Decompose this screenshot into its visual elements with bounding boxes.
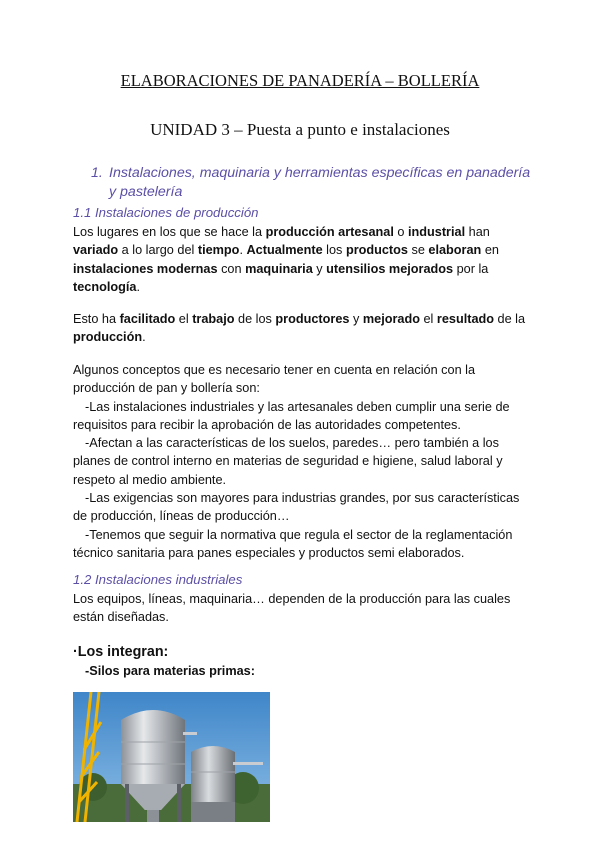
text-run: se (407, 243, 429, 258)
bold-run: tecnología (73, 279, 137, 294)
text-run: el (419, 312, 437, 326)
bold-run: productos (345, 243, 408, 258)
bold-run: tiempo (197, 243, 240, 258)
paragraph-intro: Algunos conceptos que es necesario tener en cuenta en relación con la producción de pan y bollería son: (73, 363, 476, 396)
text-run: Esto ha (73, 312, 120, 326)
bold-run: utensilios mejorados (326, 261, 454, 276)
bold-run: elaboran (428, 243, 482, 258)
section-title: Instalaciones, maquinaria y herramientas específicas en panadería y pastelería (109, 165, 531, 200)
paragraph-2 (73, 310, 533, 347)
text-run: el (175, 312, 193, 326)
list-item: -Las instalaciones industriales y las artesanales deben cumplir una serie de requisitos para recibir la aprobación de las autoridades competentes. (73, 399, 510, 432)
text-run: y (349, 312, 363, 326)
paragraph-1 (73, 223, 533, 296)
bold-run: facilitado (119, 312, 176, 326)
bold-run: instalaciones modernas (73, 261, 218, 276)
bold-run: trabajo (192, 312, 235, 326)
text-run: de los (234, 312, 276, 326)
text-run: han (465, 225, 490, 239)
text-run: . (239, 243, 247, 258)
text-run: los (322, 243, 346, 258)
unit-heading: UNIDAD 3 – Puesta a punto e instalaciones (150, 120, 450, 139)
text-run: en (481, 243, 499, 258)
bold-run: producción (73, 330, 143, 345)
bold-run: producción artesanal (265, 225, 394, 239)
text-run: y (312, 261, 327, 276)
subsection-heading-1-2: 1.2 Instalaciones industriales (73, 572, 243, 587)
text-run: por la (453, 261, 489, 276)
bold-run: industrial (408, 225, 466, 239)
text-run: con (217, 261, 246, 276)
text-run: . (142, 330, 146, 345)
list-item: -Afectan a las características de los suelos, paredes… pero también a los planes de control interno en materias de seguridad e higiene, salud laboral y respeto al medio ambiente. (73, 436, 503, 487)
bold-run: variado (73, 243, 119, 258)
bold-run: maquinaria (245, 261, 313, 276)
text-run: . (136, 279, 140, 294)
document-title: ELABORACIONES DE PANADERÍA – BOLLERÍA (120, 71, 480, 90)
paragraph-3 (73, 361, 533, 562)
bold-run: mejorado (362, 312, 420, 326)
text-run: o (393, 225, 408, 239)
subsection-heading-1-1: 1.1 Instalaciones de producción (73, 205, 259, 220)
bold-run: productores (275, 312, 350, 326)
silos-photo (73, 692, 270, 822)
text-run: de la (494, 312, 526, 326)
text-run: Los lugares en los que se hace la (73, 225, 266, 239)
bold-run: resultado (436, 312, 495, 326)
section-heading-1 (91, 164, 531, 202)
section-number: 1. (91, 165, 103, 181)
bold-run: Actualmente (246, 243, 323, 258)
silos-subheading: -Silos para materias primas: (85, 664, 255, 678)
integran-heading: ·Los integran: (73, 644, 169, 660)
paragraph-4: Los equipos, líneas, maquinaria… dependen de la producción para las cuales están diseñadas. (73, 592, 511, 625)
text-run: a lo largo del (118, 243, 198, 258)
list-item: -Las exigencias son mayores para industrias grandes, por sus características de producción, líneas de producción… (73, 491, 520, 524)
list-item: -Tenemos que seguir la normativa que regula el sector de la reglamentación técnico sanitaria para panes especiales y productos semi elaborados. (73, 527, 513, 560)
